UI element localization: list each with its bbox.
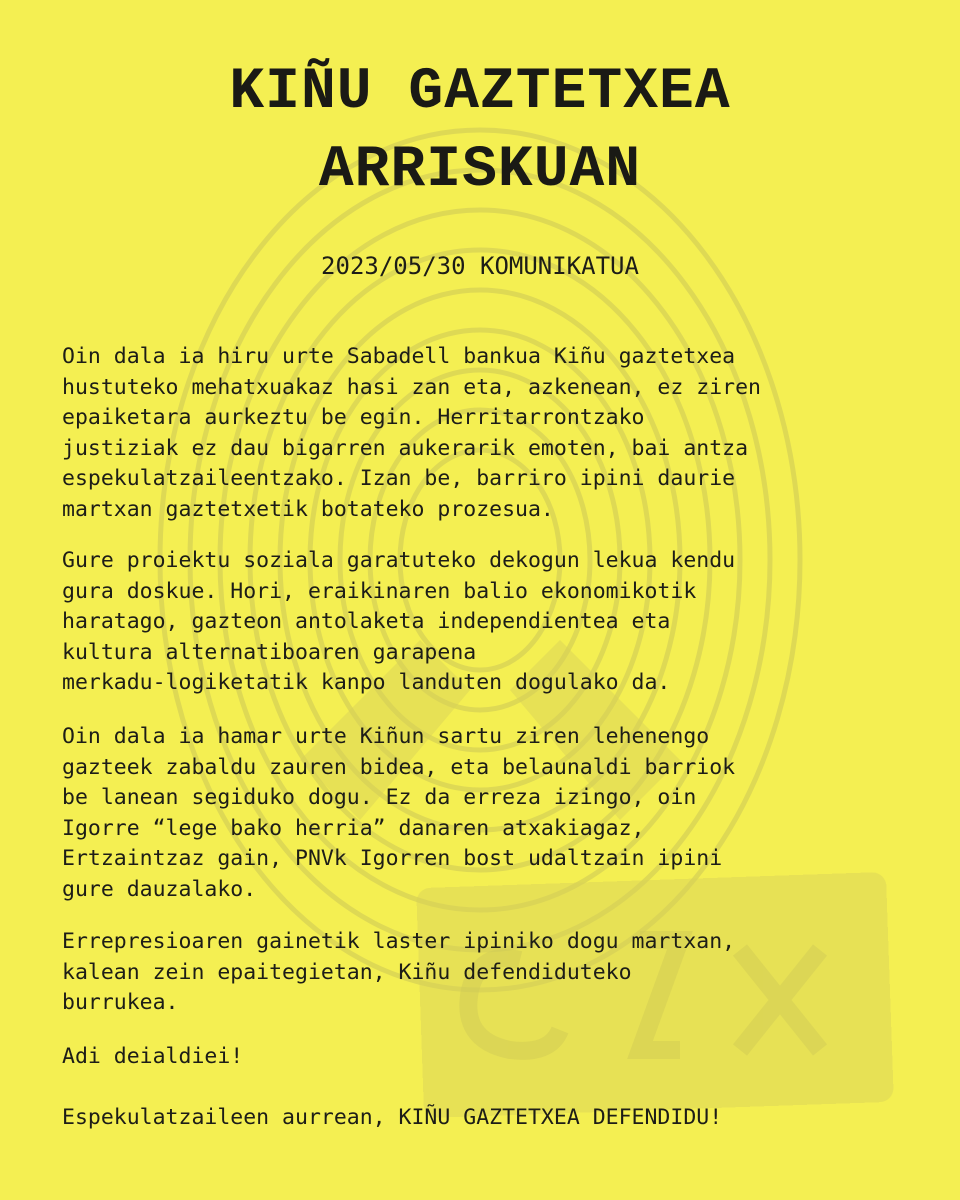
poster-title-line-2: ARRISKUAN bbox=[318, 138, 642, 203]
poster-title-line-1: KIÑU GAZTETXEA bbox=[229, 60, 731, 125]
paragraph-1: Oin dala ia hiru urte Sabadell bankua Kiñu gaztetxea hustuteko mehatxuakaz hasi zan eta, azkenean, ez ziren epaiketara aurkeztu be egin. Herritarrontzako justiziak ez dau bigarren aukerarik emoten, bai antza espekulatzaileentzako. Izan be, barriro ipini daurie martxan gaztetxetik botateko prozesua. bbox=[62, 344, 761, 522]
paragraph-3: Oin dala ia hamar urte Kiñun sartu ziren lehenengo gazteek zabaldu zauren bidea, eta belaunaldi barriok be lanean segiduko dogu. Ez da erreza izingo, oin Igorre “lege bako herria” danaren atxakiagaz, Ertzaintzaz gain, PNVk Igorren bost udaltzain ipini gure dauzalako. bbox=[62, 724, 736, 902]
paragraph-4: Errepresioaren gainetik laster ipiniko dogu martxan, kalean zein epaitegietan, Kiñu defendiduteko burrukea. bbox=[62, 929, 736, 1015]
communique-date-heading: 2023/05/30 KOMUNIKATUA bbox=[321, 252, 639, 280]
paragraph-2: Gure proiektu soziala garatuteko dekogun lekua kendu gura doskue. Hori, eraikinaren balio ekonomikotik haratago, gazteon antolaketa independientea eta kultura alternatiboaren garapena merkadu-logiketatik kanpo landuten dogulako da. bbox=[62, 548, 736, 695]
paragraph-call-to-action: Adi deialdiei! bbox=[62, 1044, 244, 1069]
paragraph-closing-slogan: Espekulatzaileen aurrean, KIÑU GAZTETXEA DEFENDIDU! bbox=[62, 1105, 723, 1130]
